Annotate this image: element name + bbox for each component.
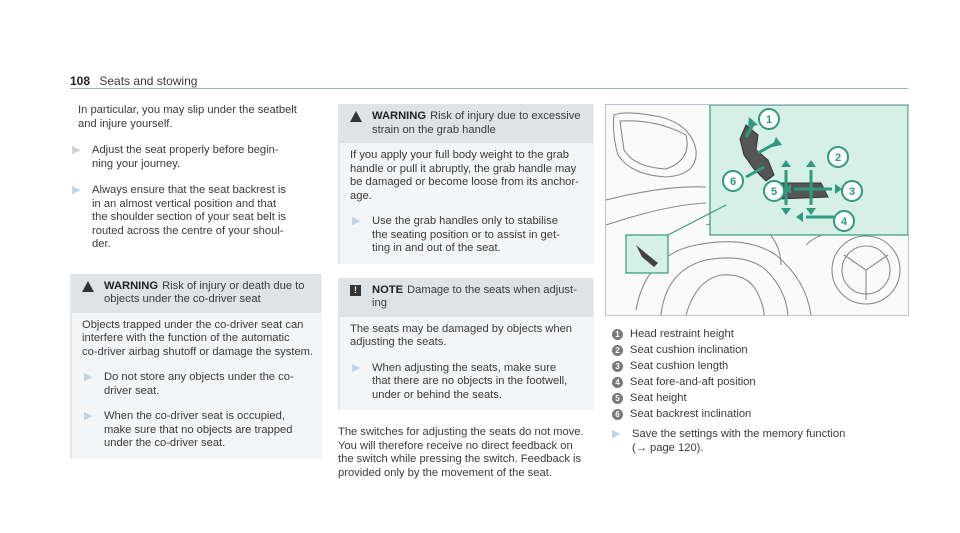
- callout-5: [764, 181, 784, 201]
- page-number: 108: [70, 74, 91, 88]
- instruction-step: ▶ Use the grab handles only to stabilise the seating position or to assist in get- ting in and out of the seat.: [352, 215, 560, 254]
- step-arrow-icon: ▶: [84, 371, 93, 383]
- step-arrow-icon: ▶: [72, 184, 81, 196]
- instruction-step: ▶ Always ensure that the seat backrest is in an almost vertical position and that the shoulder section of your seat belt is routed across the centre of your shoul- der.: [72, 184, 287, 250]
- step-arrow-icon: ▶: [84, 410, 93, 422]
- column-2: [338, 104, 594, 480]
- note-title: ! NOTE Damage to the seats when adjust- ing: [340, 278, 593, 317]
- column-1: [70, 104, 322, 459]
- instruction-step: ▶ Save the settings with the memory function (→ page 120).: [612, 428, 846, 454]
- callout-6: [723, 171, 743, 191]
- outro-paragraph: The switches for adjusting the seats do not move. You will therefore receive no direct feedback on the switch while pressing the switch. Feedback is provided only by the movement of the seat.: [338, 426, 584, 479]
- instruction-step: ▶ Do not store any objects under the co- driver seat.: [84, 371, 294, 397]
- step-arrow-icon: ▶: [612, 428, 621, 440]
- svg-text:4: 4: [840, 216, 848, 228]
- notice-icon: !: [350, 285, 361, 296]
- step-arrow-icon: ▶: [352, 215, 361, 227]
- note-body: The seats may be damaged by objects when adjusting the seats. ▶ When adjusting the seats, make sure that there are no objects in the footwell, under or behind the seats.: [340, 317, 593, 411]
- svg-text:5: 5: [770, 186, 778, 198]
- intro-paragraph: In particular, you may slip under the seatbelt and injure yourself.: [78, 104, 297, 130]
- warning-triangle-icon: [350, 111, 362, 122]
- warning-title: WARNING Risk of injury due to excessive strain on the grab handle: [340, 104, 593, 143]
- warning-triangle-icon: [82, 281, 94, 292]
- callout-3: [842, 181, 862, 201]
- warning-body: If you apply your full body weight to the grab handle or pull it abruptly, the grab handle may be damaged or become loose from its anchor- age. ▶ Use the grab handles only to stabilise the seating position or to assist in get- ting in and out of the seat.: [340, 143, 593, 264]
- svg-text:2: 2: [834, 152, 842, 164]
- legend-item: 2 Seat cushion inclination: [612, 342, 756, 358]
- instruction-step: ▶ When the co-driver seat is occupied, make sure that no objects are trapped under the co-driver seat.: [84, 410, 293, 449]
- svg-text:3: 3: [848, 186, 856, 198]
- callout-4: [834, 211, 854, 231]
- legend-item: 5 Seat height: [612, 390, 756, 406]
- section-title: Seats and stowing: [99, 74, 198, 88]
- seat-controls-illustration: [605, 104, 909, 316]
- legend-item: 1 Head restraint height: [612, 326, 756, 342]
- svg-text:6: 6: [729, 176, 737, 188]
- memory-instruction: [610, 428, 910, 455]
- header-divider: [70, 88, 908, 89]
- step-arrow-icon: ▶: [352, 361, 361, 374]
- warning-box: [338, 104, 594, 264]
- svg-text:1: 1: [765, 114, 773, 126]
- page-header: [70, 74, 197, 88]
- warning-title: WARNING Risk of injury or death due to objects under the co-driver seat: [72, 274, 321, 313]
- step-arrow-icon: ▶: [72, 144, 81, 156]
- legend-item: 4 Seat fore-and-aft position: [612, 374, 756, 390]
- instruction-step: ▶ Adjust the seat properly before begin- ning your journey.: [72, 144, 279, 170]
- warning-box: [70, 274, 322, 459]
- instruction-step: ▶ When adjusting the seats, make sure that there are no objects in the footwell, under or behind the seats.: [352, 361, 568, 401]
- warning-body: Objects trapped under the co-driver seat can interfere with the function of the automatic co-driver airbag shutoff or damage the system. ▶ Do not store any objects under the co- driver seat. ▶ When the co-driver seat is occupied, make sure that no objects are trapped under the co-driver seat.: [72, 313, 321, 459]
- page-reference-link[interactable]: (→ page 120).: [632, 441, 704, 454]
- figure-legend: [612, 326, 756, 422]
- legend-item: 6 Seat backrest inclination: [612, 406, 756, 422]
- callout-1: [759, 109, 779, 129]
- note-box: [338, 278, 594, 411]
- legend-item: 3 Seat cushion length: [612, 358, 756, 374]
- callout-2: [828, 147, 848, 167]
